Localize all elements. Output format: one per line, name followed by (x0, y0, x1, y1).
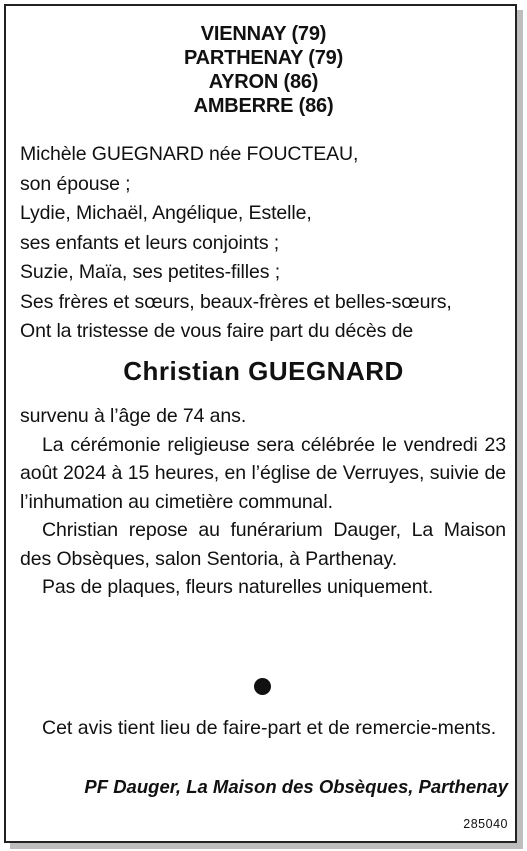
towns-header (0, 22, 527, 118)
family-line: Ont la tristesse de vous faire part du décès de (20, 320, 414, 342)
ceremony-paragraph: La cérémonie religieuse sera célébrée le vendredi 23 août 2024 à 15 heures, en l’église de Verruyes, suivie de l’inhumation au cimetière communal. (20, 433, 506, 513)
frame-shadow-right (517, 10, 523, 846)
notice-body (20, 402, 506, 602)
closing-paragraph: Cet avis tient lieu de faire-part et de remercie-ments. (42, 717, 497, 739)
town-line: PARTHENAY (79) (183, 47, 344, 69)
funeral-home-signature: PF Dauger, La Maison des Obsèques, Parthenay (84, 776, 508, 797)
town-line: VIENNAY (79) (200, 23, 327, 45)
family-list (20, 140, 510, 347)
family-line: son épouse ; (20, 172, 131, 195)
deceased-name: Christian GUEGNARD (123, 356, 404, 386)
family-line: Lydie, Michaël, Angélique, Estelle, (20, 202, 312, 224)
family-line: ses enfants et leurs conjoints ; (20, 231, 280, 254)
family-line: Michèle GUEGNARD née FOUCTEAU, (20, 143, 359, 165)
reference-number: 285040 (463, 817, 508, 831)
repose-paragraph: Christian repose au funérarium Dauger, La Maison des Obsèques, salon Sentoria, à Parthenay. (20, 519, 506, 570)
family-line: Ses frères et sœurs, beaux-frères et belles-sœurs, (20, 290, 452, 313)
bullet-separator (254, 678, 271, 695)
town-line: AMBERRE (86) (193, 95, 334, 117)
town-line: AYRON (86) (208, 71, 319, 93)
family-line: Suzie, Maïa, ses petites-filles ; (20, 261, 281, 283)
frame-shadow-bottom (10, 843, 523, 849)
flowers-paragraph: Pas de plaques, fleurs naturelles uniquement. (42, 576, 434, 598)
age-line: survenu à l’âge de 74 ans. (20, 405, 247, 427)
